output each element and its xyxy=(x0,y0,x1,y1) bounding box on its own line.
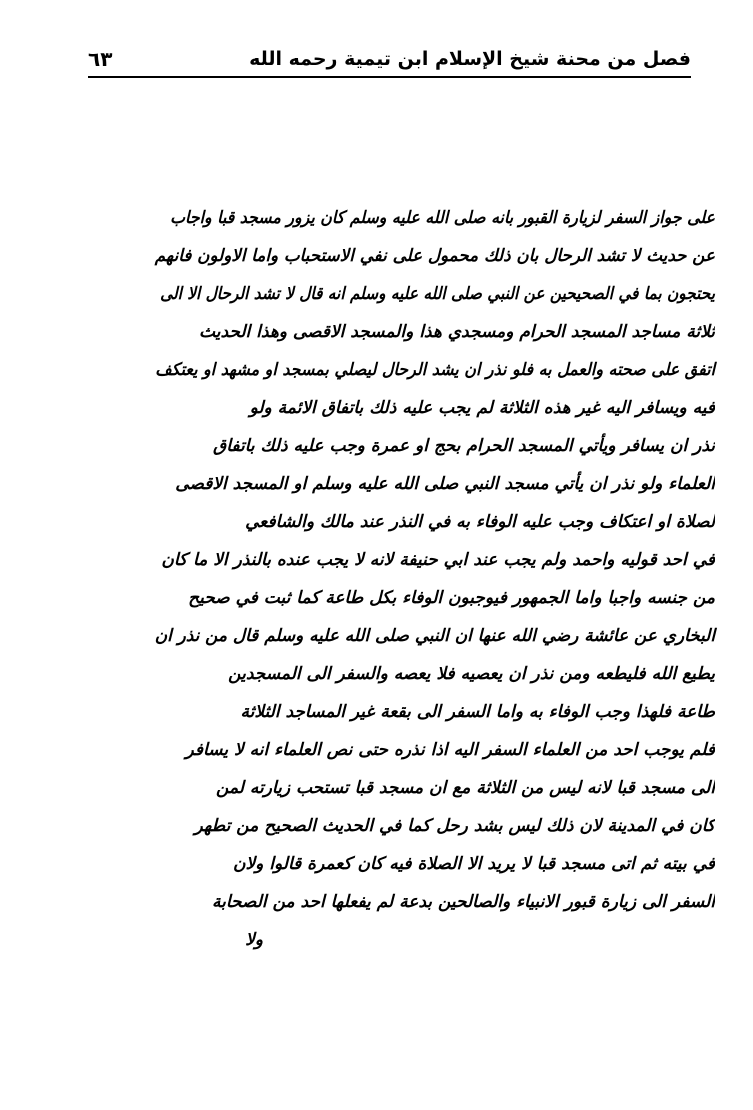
manuscript-line: في احد قوليه واحمد ولم يجب عند ابي حنيفة لانه لا يجب عنده بالنذر الا ما كان xyxy=(161,550,715,570)
manuscript-line: اتفق على صحته والعمل به فلو نذر ان يشد الرحال ليصلي بمسجد او مشهد او يعتكف xyxy=(155,360,715,380)
catchword: ولا xyxy=(245,930,263,950)
header-title: فصل من محنة شيخ الإسلام ابن تيمية رحمه الله xyxy=(249,48,691,70)
manuscript-text-block xyxy=(150,198,715,958)
manuscript-line: في بيته ثم اتى مسجد قبا لا يريد الا الصلاة فيه كان كعمرة قالوا ولان xyxy=(232,854,715,874)
running-header xyxy=(88,42,691,78)
manuscript-line: العلماء ولو نذر ان يأتي مسجد النبي صلى الله عليه وسلم او المسجد الاقصى xyxy=(175,474,715,494)
manuscript-line: على جواز السفر لزيارة القبور بانه صلى الله عليه وسلم كان يزور مسجد قبا واجاب xyxy=(170,208,715,228)
manuscript-line: نذر ان يسافر ويأتي المسجد الحرام بحج او عمرة وجب عليه ذلك باتفاق xyxy=(213,436,715,456)
manuscript-line: لصلاة او اعتكاف وجب عليه الوفاء به في النذر عند مالك والشافعي xyxy=(245,512,715,532)
manuscript-line: من جنسه واجبا واما الجمهور فيوجبون الوفاء بكل طاعة كما ثبت في صحيح xyxy=(188,588,715,608)
manuscript-line: فلم يوجب احد من العلماء السفر اليه اذا نذره حتى نص العلماء انه لا يسافر xyxy=(185,740,715,760)
manuscript-line: طاعة فلهذا وجب الوفاء به واما السفر الى بقعة غير المساجد الثلاثة xyxy=(240,702,715,722)
manuscript-line: يطيع الله فليطعه ومن نذر ان يعصيه فلا يعصه والسفر الى المسجدين xyxy=(228,664,715,684)
manuscript-line: عن حديث لا تشد الرحال بان ذلك محمول على نفي الاستحباب واما الاولون فانهم xyxy=(154,246,715,266)
manuscript-line: كان في المدينة لان ذلك ليس بشد رحل كما في الحديث الصحيح من تطهر xyxy=(194,816,715,836)
page-number: ٦٣ xyxy=(88,47,113,71)
manuscript-line: ثلاثة مساجد المسجد الحرام ومسجدي هذا والمسجد الاقصى وهذا الحديث xyxy=(199,322,715,342)
manuscript-line: البخاري عن عائشة رضي الله عنها ان النبي صلى الله عليه وسلم قال من نذر ان xyxy=(154,626,715,646)
manuscript-line: الى مسجد قبا لانه ليس من الثلاثة مع ان مسجد قبا تستحب زيارته لمن xyxy=(216,778,715,798)
manuscript-line: السفر الى زيارة قبور الانبياء والصالحين بدعة لم يفعلها احد من الصحابة xyxy=(212,892,715,912)
manuscript-line: فيه ويسافر اليه غير هذه الثلاثة لم يجب عليه ذلك باتفاق الائمة ولو xyxy=(249,398,715,418)
manuscript-line: يحتجون بما في الصحيحين عن النبي صلى الله عليه وسلم انه قال لا تشد الرحال الا الى xyxy=(160,284,716,304)
